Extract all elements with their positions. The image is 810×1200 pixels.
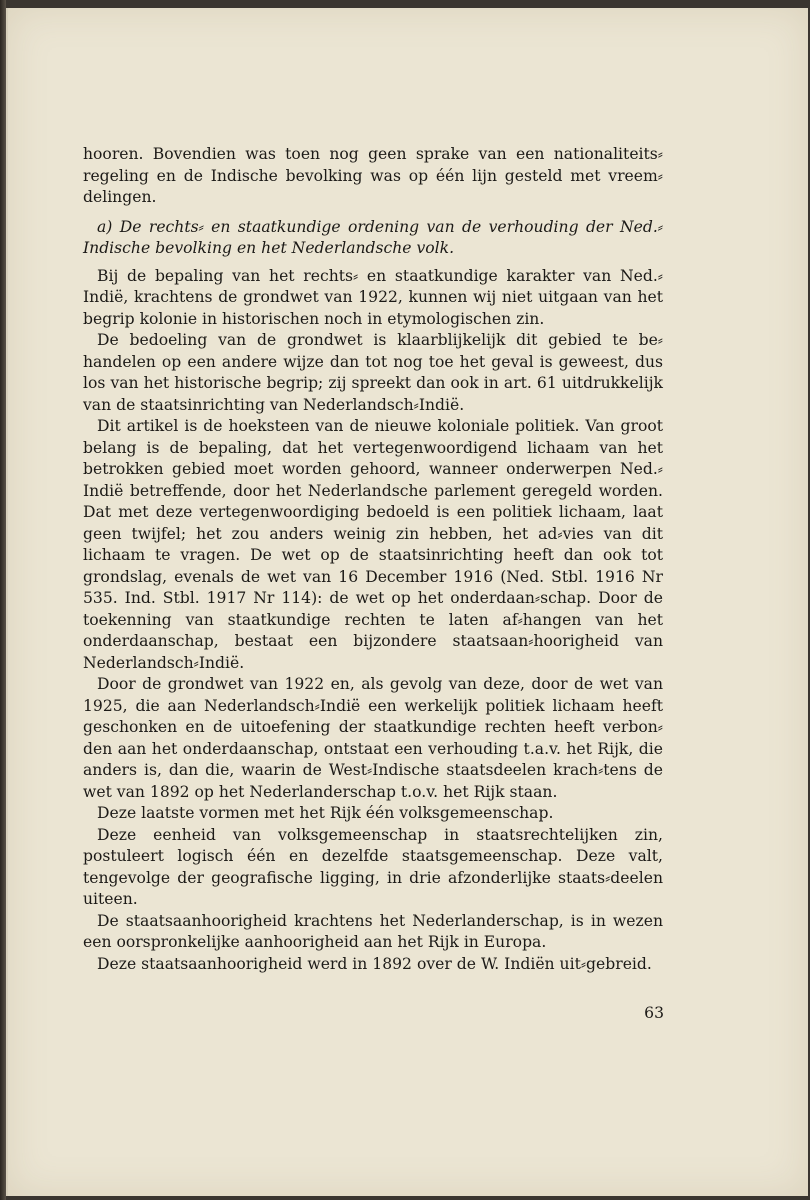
paragraph: Door de grondwet van 1922 en, als gevolg van deze, door de wet van 1925, die aan Nederlandsch⸗Indië een werkelijk politiek lichaam heeft geschonken en de uitoefening der staatkundige rechten heeft verbon⸗den aan het onderdaanschap, ontstaat een verhouding t.a.v. het Rijk, die anders is, dan die, waarin de West⸗Indische staatsdeelen krach⸗tens de wet van 1892 op het Nederlanderschap t.o.v. het Rijk staan. [83, 675, 663, 801]
paragraph: Deze laatste vormen met het Rijk één volksgemeenschap. [97, 804, 554, 822]
paragraph: Deze eenheid van volksgemeenschap in staatsrechtelijken zin, postuleert logisch één en dezelfde staatsgemeenschap. Deze valt, tengevolge der geografische ligging, in drie afzonderlijke staats⸗deelen uiteen. [83, 825, 663, 908]
paragraph: Deze staatsaanhoorigheid werd in 1892 over de W. Indiën uit⸗gebreid. [97, 954, 652, 973]
paragraph: Dit artikel is de hoeksteen van de nieuwe koloniale politiek. Van groot belang is de bepaling, dat het vertegenwoordigend lichaam van het betrokken gebied moet worden gehoord, wanneer onderwerpen Ned.⸗Indië betreffende, door het Nederlandsche parlement geregeld worden. Dat met deze vertegenwoordiging bedoeld is een politiek lichaam, laat geen twijfel; het zou anders weinig zin hebben, het ad⸗vies van dit lichaam te vragen. De wet op de staatsinrichting heeft dan ook tot grondslag, evenals de wet van 16 December 1916 (Ned. Stbl. 1916 Nr 535. Ind. Stbl. 1917 Nr 114): de wet op het onderdaan⸗schap. Door de toekenning van staatkundige rechten te laten af⸗hangen van het onderdaanschap, bestaat een bijzondere staatsaan⸗hoorigheid van Nederlandsch⸗Indië. [83, 417, 663, 672]
paragraph: Bij de bepaling van het rechts⸗ en staatkundige karakter van Ned.⸗Indië, krachtens de grondwet van 1922, kunnen wij niet uitgaan van het begrip kolonie in historischen noch in etymologischen zin. [83, 266, 663, 328]
section-heading: a) De rechts⸗ en staatkundige ordening van de verhouding der Ned.⸗Indische bevolking en het Nederlandsche volk. [83, 217, 663, 257]
page-number: 63 [644, 1004, 664, 1022]
paragraph: De staatsaanhoorigheid krachtens het Nederlanderschap, is in wezen een oorspronkelijke aanhoorigheid aan het Rijk in Europa. [83, 911, 663, 951]
paragraph-continuation: hooren. Bovendien was toen nog geen sprake van een nationaliteits⸗regeling en de Indische bevolking was op één lijn gesteld met vreem⸗delingen. [83, 145, 663, 206]
book-page [6, 8, 808, 1196]
paragraph: De bedoeling van de grondwet is klaarblijkelijk dit gebied te be⸗handelen op een andere wijze dan tot nog toe het geval is geweest, dus los van het historische begrip; zij spreekt dan ook in art. 61 uitdrukkelijk van de staatsinrichting van Nederlandsch⸗Indië. [83, 331, 663, 414]
body-text [83, 144, 663, 975]
